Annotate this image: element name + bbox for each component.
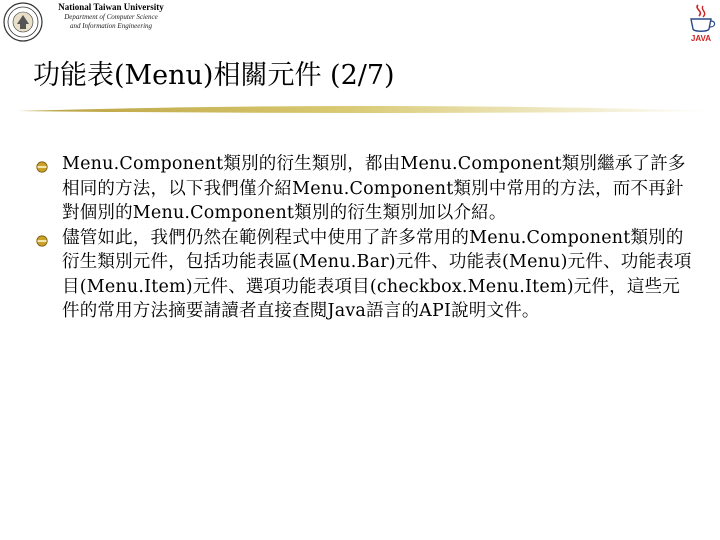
java-coffee-cup-icon [684, 2, 718, 44]
ntu-seal-icon [3, 2, 43, 42]
title-underline [18, 103, 718, 119]
slide-header [0, 0, 720, 48]
slide-title: 功能表(Menu)相關元件 (2/7) [33, 60, 395, 91]
java-logo-text: JAVA [690, 34, 712, 43]
department-line-1: Department of Computer Science [64, 13, 158, 21]
diamond-bullet-icon [36, 161, 48, 173]
bullet-item-1 [36, 152, 696, 226]
bullet-text-2: 儘管如此，我們仍然在範例程式中使用了許多常用的Menu.Component類別的衍生類別元件，包括功能表區(Menu.Bar)元件、功能表(Menu)元件、功能表項目(Menu.Item)元件、選項功能表項目(checkbox.Menu.Item)元件，這些元件的常用方法摘要請讀者直接查閱Java語言的API說明文件。 [62, 227, 692, 321]
bullet-text-1: Menu.Component類別的衍生類別，都由Menu.Component類別繼承了許多相同的方法，以下我們僅介紹Menu.Component類別中常用的方法，而不再針對個別的Menu.Component類別的衍生類別加以介紹。 [62, 154, 686, 223]
university-block [46, 2, 176, 31]
department-line-2: and Information Engineering [69, 22, 153, 30]
university-name: National Taiwan University [58, 2, 164, 12]
bullet-list [36, 152, 696, 324]
bullet-item-2 [36, 226, 696, 324]
diamond-bullet-icon [36, 235, 48, 247]
